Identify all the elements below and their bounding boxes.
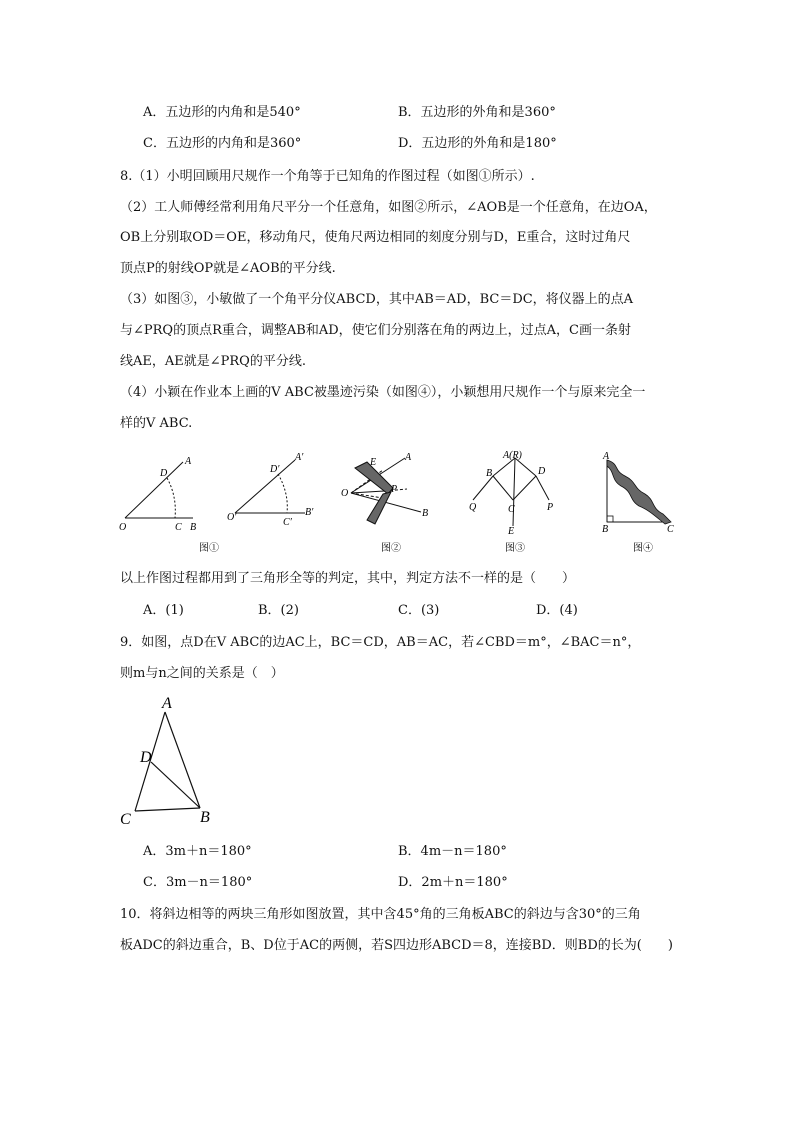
fig2-label-a: A′ bbox=[295, 452, 304, 463]
q9-label-d: D bbox=[140, 749, 152, 766]
q8-option-a: A．(1) bbox=[143, 603, 184, 618]
fig4-caption: 图③ bbox=[505, 543, 525, 554]
fig1-label-d: D bbox=[160, 468, 168, 479]
q8-line-1: 8.（1）小明回顾用尺规作一个角等于已知角的作图过程（如图①所示）. bbox=[120, 169, 535, 184]
fig4-label-e: E bbox=[508, 526, 515, 537]
fig3-label-p: P bbox=[391, 484, 398, 495]
figure-4 bbox=[469, 450, 553, 554]
fig5-caption: 图④ bbox=[633, 543, 653, 554]
q8-line-9: 样的V ABC. bbox=[120, 416, 193, 431]
fig1-label-c: C bbox=[175, 522, 182, 533]
fig4-label-d: D bbox=[538, 466, 546, 477]
fig2-label-b: B′ bbox=[305, 507, 314, 518]
q10-line-1: 10．将斜边相等的两块三角形如图放置，其中含45°角的三角板ABC的斜边与含30°的三角 bbox=[120, 907, 641, 922]
q8-line-7: 线AE，AE就是∠PRQ的平分线. bbox=[120, 354, 306, 369]
q9-line-2: 则m与n之间的关系是（ ） bbox=[120, 666, 284, 681]
q9-label-b: B bbox=[200, 809, 210, 826]
fig5-label-c: C bbox=[667, 524, 674, 535]
figure-2 bbox=[227, 452, 314, 528]
q9-option-c: C．3m－n＝180° bbox=[143, 875, 253, 890]
q9-label-a: A bbox=[162, 695, 172, 712]
fig3-label-a: A bbox=[405, 452, 412, 463]
q8-line-6: 与∠PRQ的顶点R重合，调整AB和AD，使它们分别落在角的两边上，过点A，C画一条射 bbox=[120, 323, 631, 338]
q9-option-b: B．4m－n＝180° bbox=[398, 844, 507, 859]
fig4-label-p: P bbox=[547, 502, 554, 513]
fig1-caption: 图① bbox=[199, 543, 219, 554]
q8-option-c: C．(3) bbox=[398, 603, 440, 618]
q7-option-c: C．五边形的内角和是360° bbox=[143, 136, 302, 151]
q7-option-a: A．五边形的内角和是540° bbox=[143, 105, 301, 120]
fig2-label-d: D′ bbox=[270, 464, 280, 475]
q7-option-b: B．五边形的外角和是360° bbox=[398, 105, 556, 120]
q8-line-3: OB上分别取OD＝OE，移动角尺，使角尺两边相同的刻度分别与D，E重合，这时过角尺 bbox=[120, 230, 631, 245]
q8-figure-strip bbox=[115, 448, 685, 556]
fig1-label-b: B bbox=[190, 522, 197, 533]
q9-option-d: D．2m＋n＝180° bbox=[398, 875, 508, 890]
figure-1 bbox=[119, 456, 219, 554]
q8-line-8: （4）小颖在作业本上画的V ABC被墨迹污染（如图④），小颖想用尺规作一个与原来完全一 bbox=[120, 385, 646, 400]
figure-3 bbox=[341, 452, 428, 554]
fig3-caption: 图② bbox=[381, 543, 401, 554]
fig3-label-o: O bbox=[341, 488, 349, 499]
q8-line-5: （3）如图③，小敏做了一个角平分仪ABCD，其中AB＝AD，BC＝DC，将仪器上的点A bbox=[120, 292, 634, 307]
q9-label-c: C bbox=[120, 811, 131, 828]
q8-figures bbox=[115, 448, 685, 556]
fig1-label-o: O bbox=[119, 522, 127, 533]
fig4-label-a: A(R) bbox=[503, 450, 522, 461]
q8-line-2: （2）工人师傅经常利用角尺平分一个任意角，如图②所示，∠AOB是一个任意角，在边OA， bbox=[120, 200, 657, 215]
fig4-label-b: B bbox=[486, 468, 493, 479]
fig1-label-a: A bbox=[185, 456, 192, 467]
fig2-label-c: C′ bbox=[283, 517, 292, 528]
q8-option-b: B．(2) bbox=[258, 603, 299, 618]
fig5-label-a: A bbox=[603, 451, 610, 462]
q10-line-2: 板ADC的斜边重合，B、D位于AC的两侧，若S四边形ABCD＝8，连接BD．则BD的长为( ) bbox=[120, 938, 673, 953]
q9-option-a: A．3m＋n＝180° bbox=[143, 844, 252, 859]
q9-line-1: 9．如图，点D在V ABC的边AC上，BC＝CD，AB＝AC，若∠CBD＝m°，∠BAC＝n°， bbox=[120, 635, 641, 650]
fig3-label-b: B bbox=[422, 508, 429, 519]
q8-option-d: D．(4) bbox=[536, 603, 578, 618]
q8-line-4: 顶点P的射线OP就是∠AOB的平分线. bbox=[120, 261, 336, 276]
q8-question: 以上作图过程都用到了三角形全等的判定，其中，判定方法不一样的是（ ） bbox=[120, 571, 576, 586]
q9-triangle bbox=[112, 690, 222, 830]
fig4-label-c: C bbox=[508, 504, 515, 515]
fig5-label-b: B bbox=[602, 524, 609, 535]
q9-figure bbox=[112, 690, 222, 830]
q7-option-d: D．五边形的外角和是180° bbox=[398, 136, 557, 151]
fig2-label-o: O′ bbox=[227, 512, 237, 523]
figure-5 bbox=[602, 451, 674, 554]
fig3-label-e: E bbox=[370, 457, 377, 468]
fig4-label-q: Q bbox=[469, 502, 477, 513]
